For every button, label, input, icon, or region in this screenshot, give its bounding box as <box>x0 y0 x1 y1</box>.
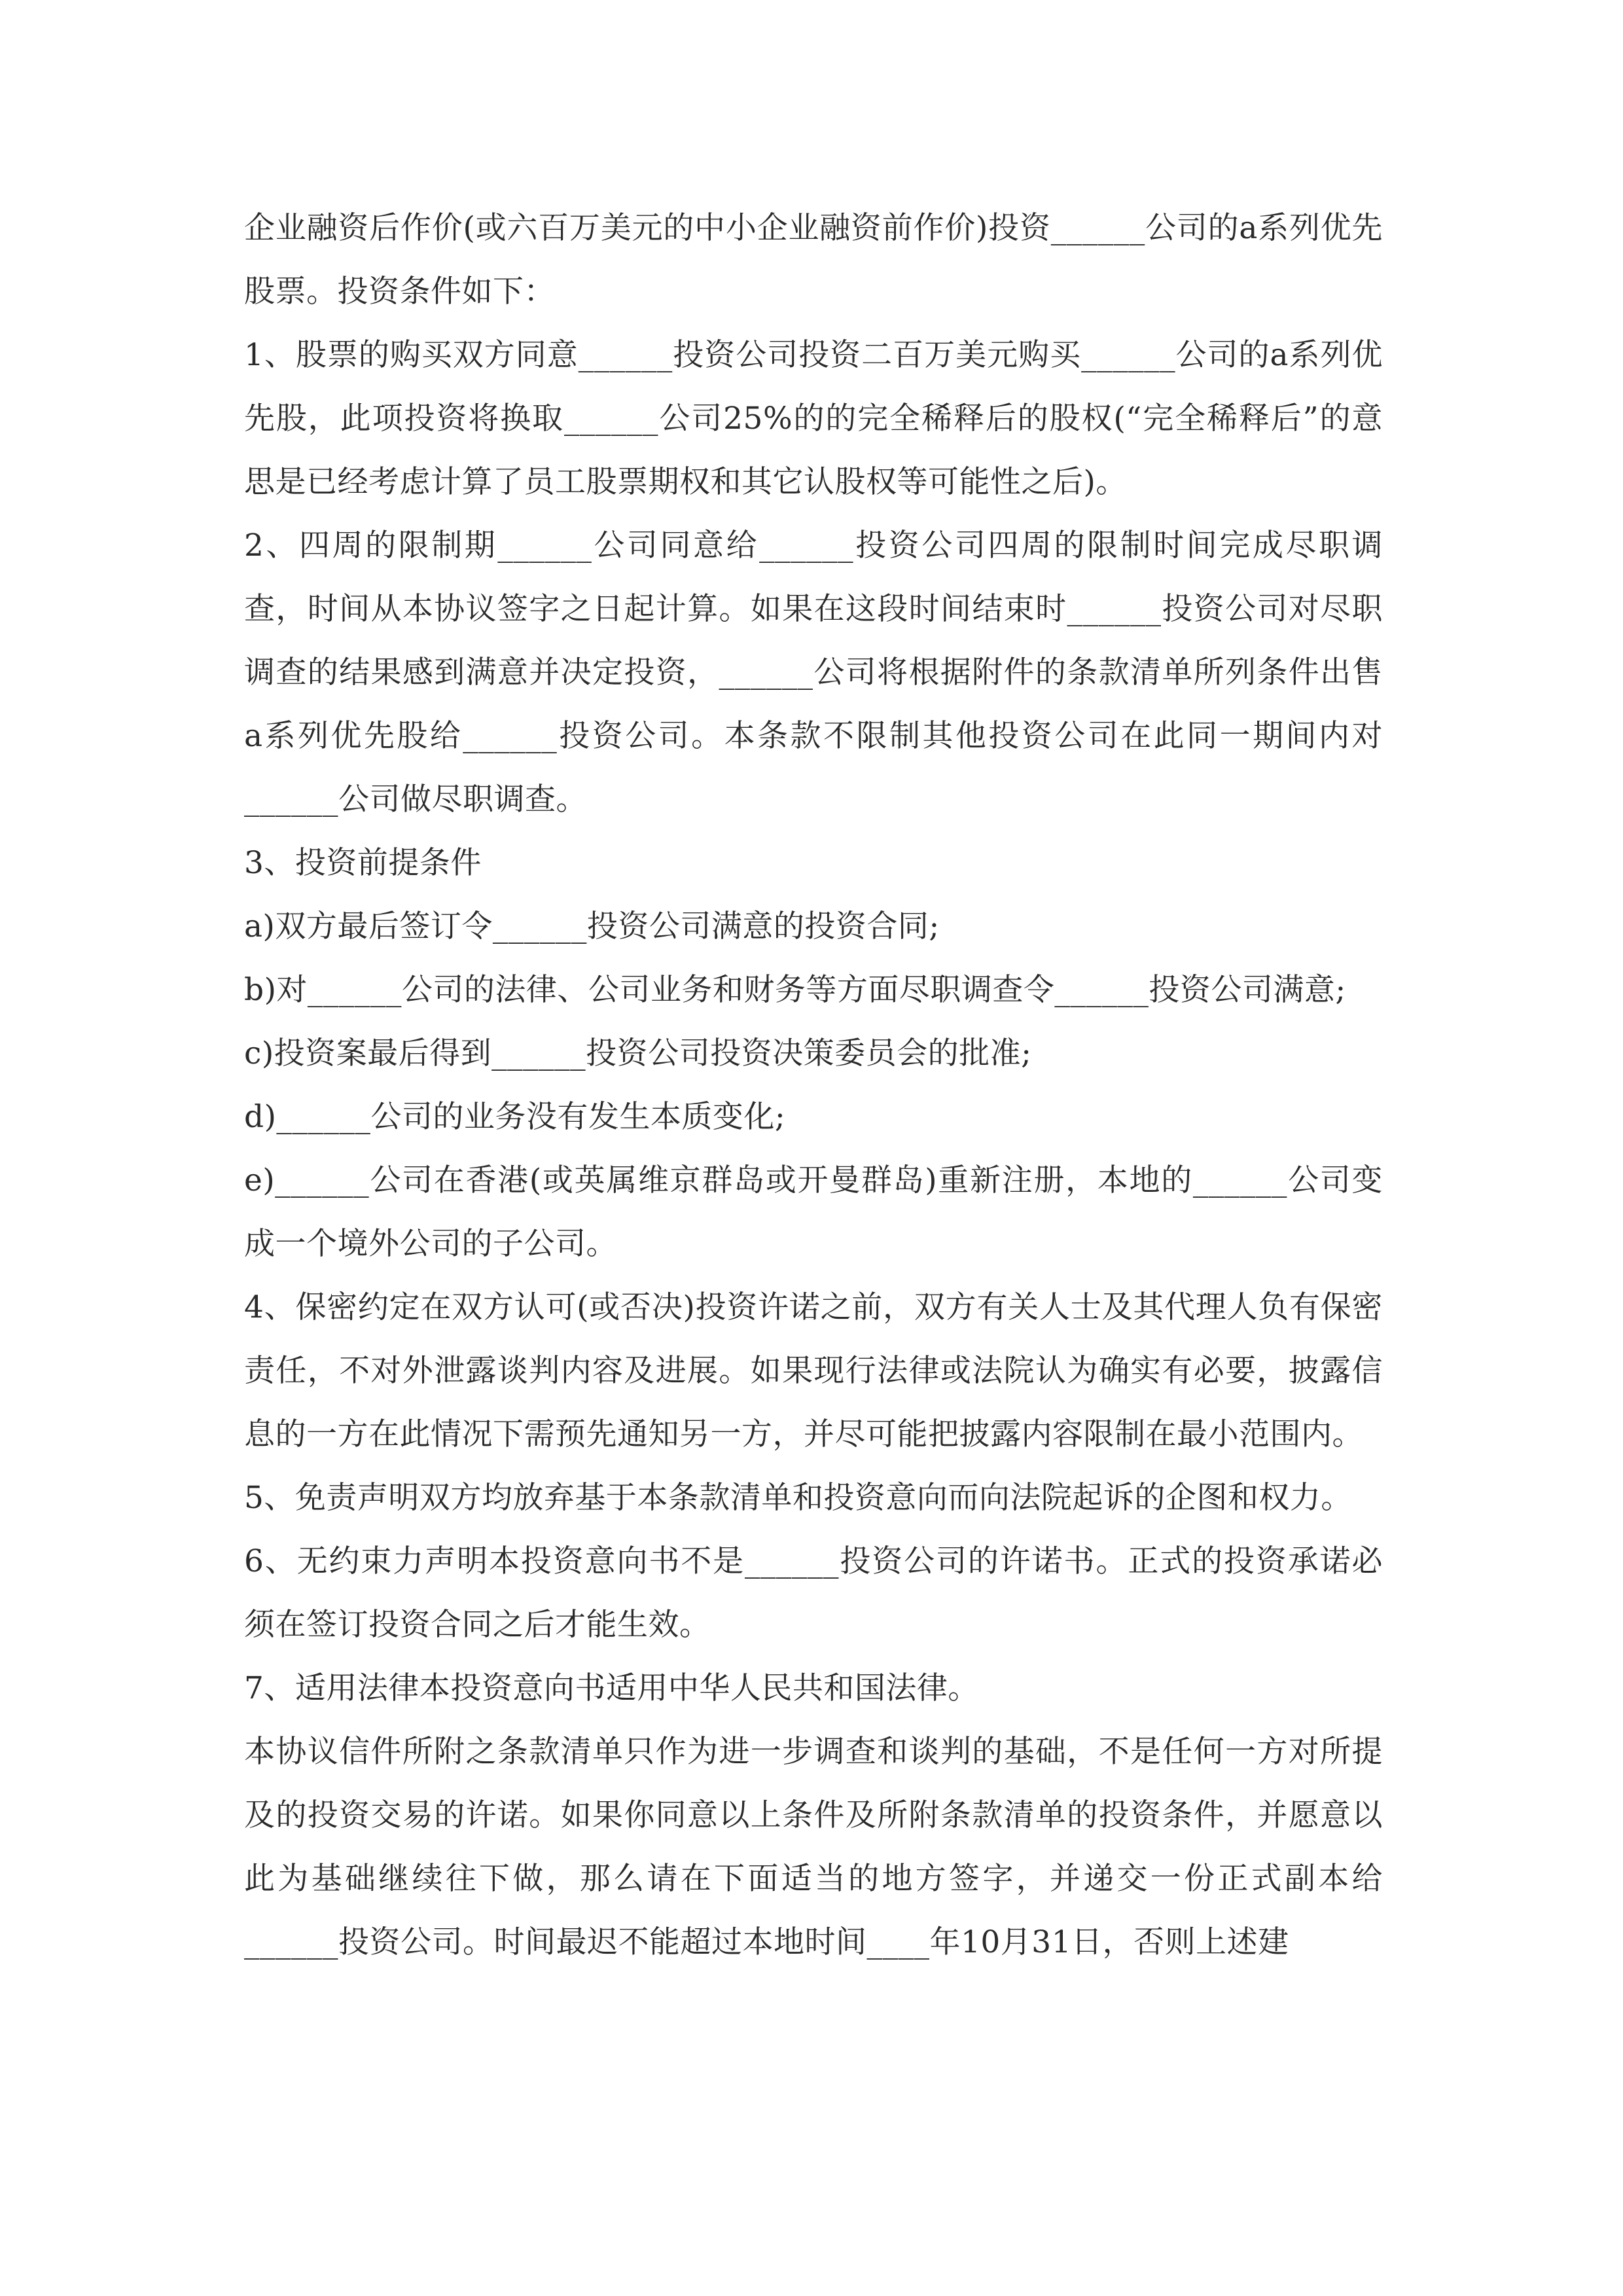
paragraph-condition-d: d)______公司的业务没有发生本质变化; <box>244 1099 786 1135</box>
document-body <box>244 196 1383 1974</box>
paragraph-condition-e: e)______公司在香港(或英属维京群岛或开曼群岛)重新注册，本地的______公司变成一个境外公司的子公司。 <box>244 1162 1383 1262</box>
paragraph-clause-6-non-binding: 6、无约束力声明本投资意向书不是______投资公司的许诺书。正式的投资承诺必须在签订投资合同之后才能生效。 <box>244 1543 1383 1643</box>
paragraph-closing: 本协议信件所附之条款清单只作为进一步调查和谈判的基础，不是任何一方对所提及的投资交易的许诺。如果你同意以上条件及所附条款清单的投资条件，并愿意以此为基础继续往下做，那么请在下面适当的地方签字，并递交一份正式副本给______投资公司。时间最迟不能超过本地时间____年10月31日，否则上述建 <box>244 1734 1383 1960</box>
paragraph-condition-c: c)投资案最后得到______投资公司投资决策委员会的批准; <box>244 1035 1032 1071</box>
paragraph-clause-5-disclaimer: 5、免责声明双方均放弃基于本条款清单和投资意向而向法院起诉的企图和权力。 <box>244 1480 1352 1516</box>
paragraph-intro: 企业融资后作价(或六百万美元的中小企业融资前作价)投资______公司的a系列优先股票。投资条件如下： <box>244 210 1383 310</box>
paragraph-clause-7-governing-law: 7、适用法律本投资意向书适用中华人民共和国法律。 <box>244 1670 979 1706</box>
paragraph-clause-1-share-purchase: 1、股票的购买双方同意______投资公司投资二百万美元购买______公司的a系列优先股，此项投资将换取______公司25%的的完全稀释后的股权(“完全稀释后”的意思是已经考虑计算了员工股票期权和其它认股权等可能性之后)。 <box>244 337 1383 500</box>
paragraph-clause-4-confidentiality: 4、保密约定在双方认可(或否决)投资许诺之前，双方有关人士及其代理人负有保密责任，不对外泄露谈判内容及进展。如果现行法律或法院认为确实有必要，披露信息的一方在此情况下需预先通知另一方，并尽可能把披露内容限制在最小范围内。 <box>244 1289 1383 1452</box>
paragraph-clause-2-restriction-period: 2、四周的限制期______公司同意给______投资公司四周的限制时间完成尽职调查，时间从本协议签字之日起计算。如果在这段时间结束时______投资公司对尽职调查的结果感到满意并决定投资，______公司将根据附件的条款清单所列条件出售a系列优先股给______投资公司。本条款不限制其他投资公司在此同一期间内对______公司做尽职调查。 <box>244 528 1383 817</box>
paragraph-condition-a: a)双方最后签订令______投资公司满意的投资合同; <box>244 908 940 944</box>
paragraph-clause-3-heading: 3、投资前提条件 <box>244 845 482 881</box>
paragraph-condition-b: b)对______公司的法律、公司业务和财务等方面尽职调查令______投资公司满意; <box>244 972 1346 1008</box>
